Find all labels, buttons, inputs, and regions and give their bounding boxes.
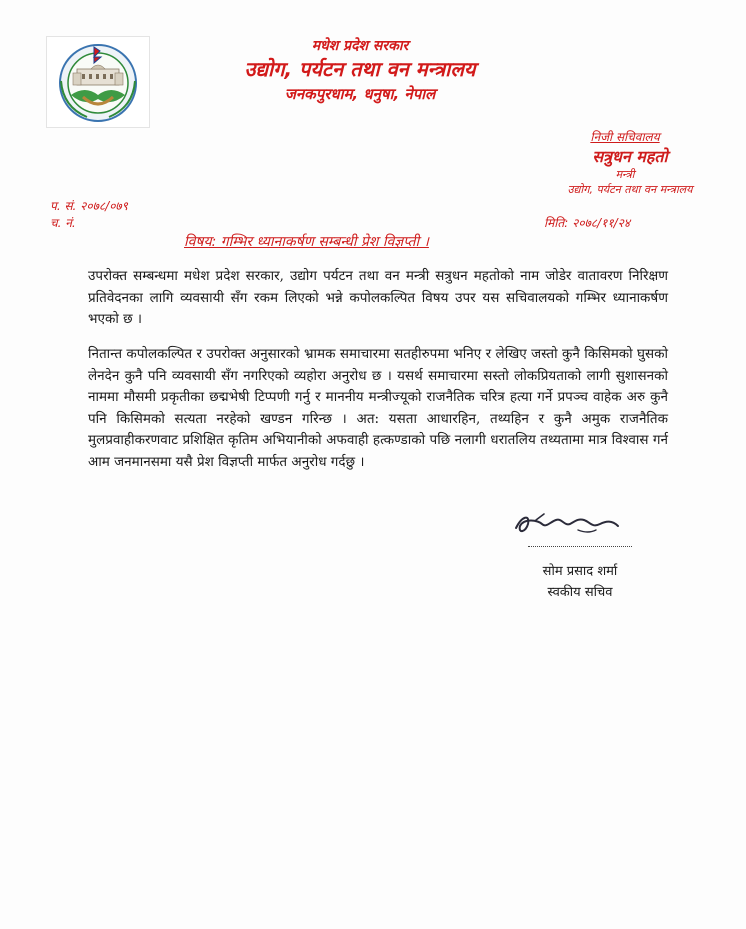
- letter-subject: विषय: गम्भिर ध्यानाकर्षण सम्बन्धी प्रेश विज्ञप्ती ।: [184, 234, 429, 250]
- minister-role: मन्त्री: [615, 168, 635, 181]
- signatory-title: स्वकीय सचिव: [547, 585, 613, 600]
- handwritten-signature: [508, 500, 628, 550]
- ministry-emblem-logo: [46, 36, 150, 128]
- letterhead-province: मधेश प्रदेश सरकार: [311, 38, 409, 54]
- body-paragraph-1: उपरोक्त सम्बन्धमा मधेश प्रदेश सरकार, उद्योग पर्यटन तथा वन मन्त्री सत्रुधन महतोको नाम जोडेर वातावरण निरिक्षण प्रतिवेदनका लागि व्यवसायी सँग रकम लिएको भन्ने कपोलकल्पित विषय उपर यस सचिवालयको गम्भिर ध्यानाकर्षण भएको छ ।: [88, 268, 668, 327]
- letter-date: मिति: २०७८/११/२४: [544, 216, 631, 230]
- office-private-secretariat: निजी सचिवालय: [590, 130, 660, 144]
- office-ministry: उद्योग, पर्यटन तथा वन मन्त्रालय: [567, 183, 693, 196]
- dispatch-number: च. नं.: [50, 216, 76, 230]
- letterhead-address: जनकपुरधाम, धनुषा, नेपाल: [284, 85, 436, 103]
- reference-number: प. सं. २०७८/०७९: [50, 199, 128, 213]
- signature-line: [528, 546, 632, 547]
- letterhead-ministry: उद्योग, पर्यटन तथा वन मन्त्रालय: [244, 57, 476, 81]
- minister-name: सत्रुधन महतो: [592, 147, 668, 166]
- body-paragraph-2: नितान्त कपोलकल्पित र उपरोक्त अनुसारको भ्रामक समाचारमा सतहीरुपमा भनिए र लेखिए जस्तो कुनै किसिमको घुसको लेनदेन कुनै पनि व्यवसायी सँग नगरिएको व्यहोरा अनुरोध छ । यसर्थ समाचारमा सस्तो लोकप्रियताको लागी सुशासनको नाममा मौसमी प्रकृतीका छद्मभेषी टिप्पणी गर्नु र माननीय मन्त्रीज्यूको राजनैतिक चरित्र हत्या गर्ने प्रपञ्च वाहेक अरु कुनै पनि किसिमको सत्यता नरहेको खण्डन गरिन्छ । अत: यसता आधारहिन, तथ्यहिन र कुनै अमुक राजनैतिक मुलप्रवाहीकरणवाट प्रशिक्षित कृतिम अभियानीको अफवाही हत्कण्डाको पछि नलागी धरातलिय तथ्यतामा मात्र विश्वास गर्न आम जनमानसमा यसै प्रेश विज्ञप्ती मार्फत अनुरोध गर्दछु ।: [88, 346, 668, 470]
- signatory-name: सोम प्रसाद शर्मा: [542, 564, 618, 579]
